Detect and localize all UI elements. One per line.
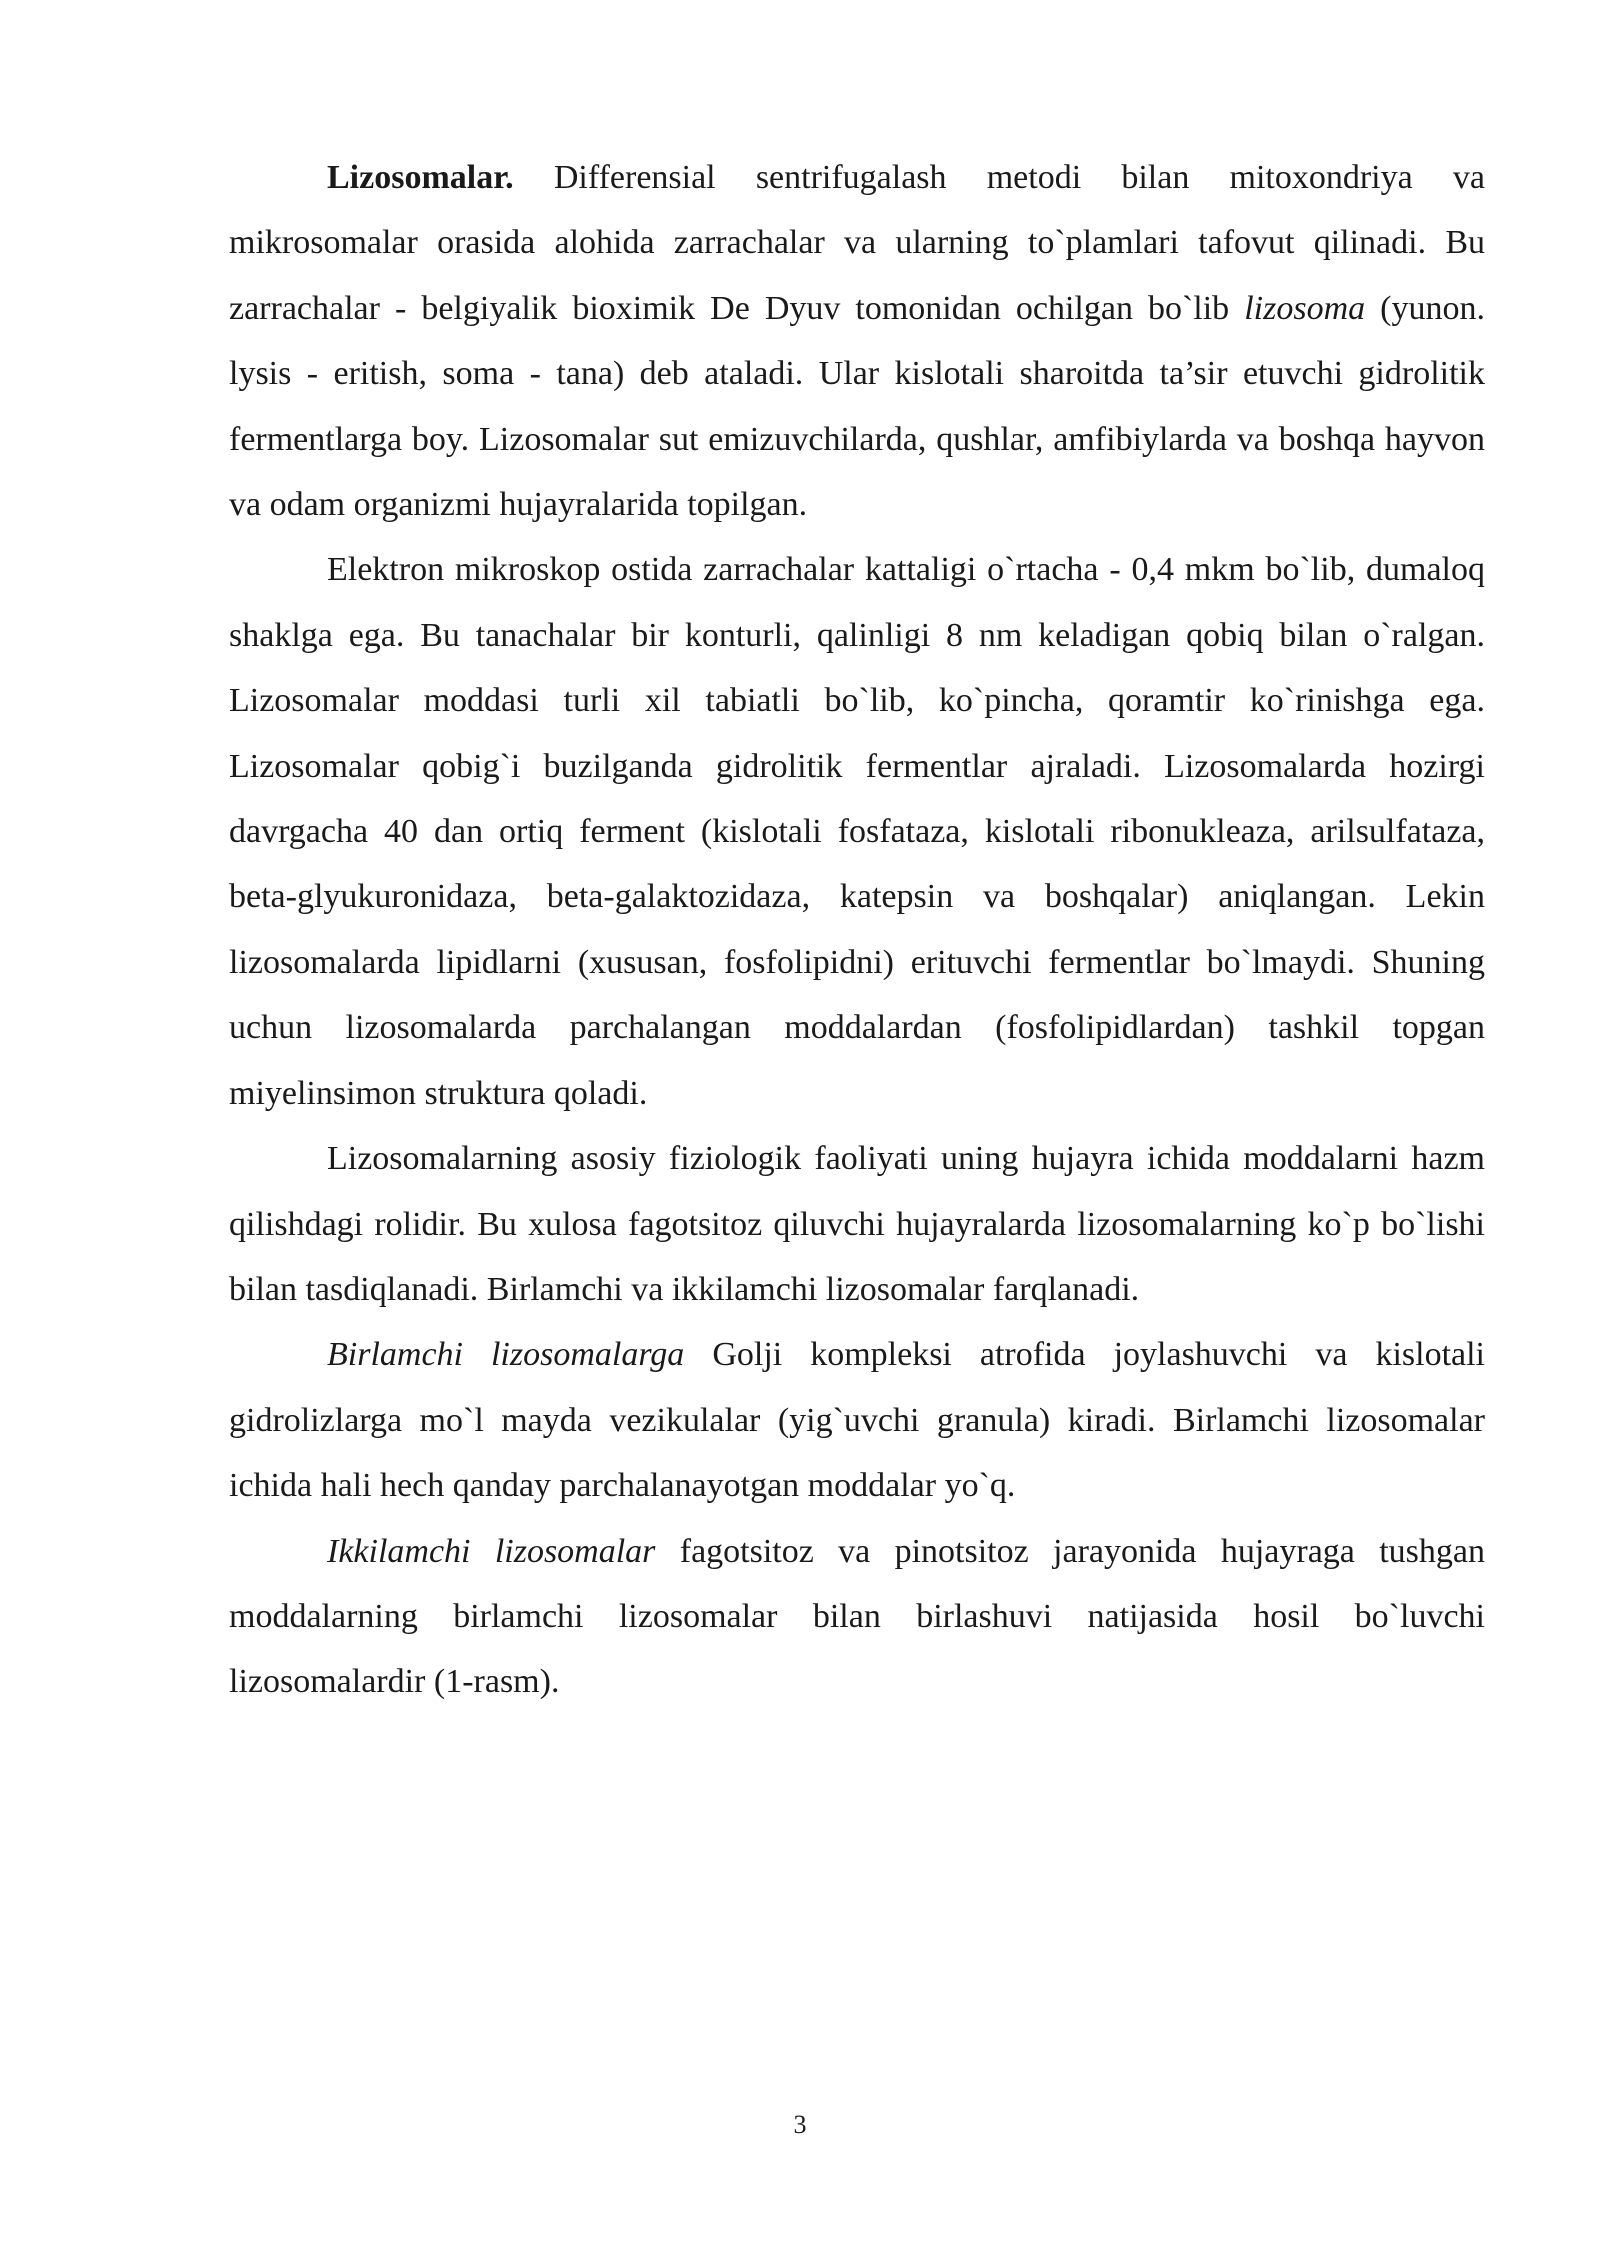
paragraph-text: Elektron mikroskop ostida zarrachalar kattaligi o`rtacha - 0,4 mkm bo`lib, dumaloq shaklga ega. Bu tanachalar bir konturli, qalinligi 8 nm keladigan qobiq bilan o`ralgan. Lizosomalar moddasi turli xil tabiatli bo`lib, ko`pincha, qoramtir ko`rinishga ega. Lizosomalar qobig`i buzilganda gidrolitik fermentlar ajraladi. Lizosomalarda hozirgi davrgacha 40 dan ortiq ferment (kislotali fosfataza, kislotali ribonukleaza, arilsulfataza, beta-glyukuronidaza, beta-galaktozidaza, katepsin va boshqalar) aniqlangan. Lekin lizosomalarda lipidlarni (xususan, fosfolipidni) erituvchi fermentlar bo`lmaydi. Shuning uchun lizosomalarda parchalangan moddalardan (fosfolipidlardan) tashkil topgan miyelinsimon struktura qoladi.	[229, 551, 1485, 1112]
page-number: 3	[793, 2110, 807, 2139]
paragraph-text: fagotsitoz va pinotsitoz jarayonida hujayraga tushgan moddalarning birlamchi lizosomalar bilan birlashuvi natijasida hosil bo`luvchi lizosomalardir (1-rasm).	[229, 1532, 1486, 1701]
paragraph-primary-lysosomes	[229, 1322, 1485, 1518]
paragraph-text: Differensial sentrifugalash metodi bilan mitoxondriya va mikrosomalar orasida alohida zarrachalar va ularning to`plamlari tafovut qilinadi. Bu zarrachalar - belgiyalik bioximik De Dyuv tomonidan ochilgan bo`lib	[229, 159, 1485, 327]
paragraph-text: Golji kompleksi atrofida joylashuvchi va kislotali gidrolizlarga mo`l mayda vezikulalar (yig`uvchi granula) kiradi. Birlamchi lizosomalar ichida hali hech qanday parchalanayotgan moddalar yo`q.	[229, 1336, 1485, 1505]
paragraph-physiological-function	[229, 1126, 1485, 1322]
paragraph-text: Lizosomalarning asosiy fiziologik faoliyati uning hujayra ichida moddalarni hazm qilishdagi rolidir. Bu xulosa fagotsitoz qiluvchi hujayralarda lizosomalarning ko`p bo`lishi bilan tasdiqlanadi. Birlamchi va ikkilamchi lizosomalar farqlanadi.	[229, 1140, 1485, 1308]
italic-term: lizosoma	[1244, 289, 1366, 327]
page-body	[229, 145, 1485, 1715]
paragraph-text: (yunon. lysis - eritish, soma - tana) deb ataladi. Ular kislotali sharoitda ta’sir etuvchi gidrolitik fermentlarga boy. Lizosomalar sut emizuvchilarda, qushlar, amfibiylarda va boshqa hayvon va odam organizmi hujayralarida topilgan.	[229, 289, 1485, 524]
paragraph-electron-microscope	[229, 537, 1485, 1126]
italic-term: Ikkilamchi lizosomalar	[327, 1532, 656, 1570]
paragraph-lysosomes-intro	[229, 145, 1485, 537]
italic-term: Birlamchi lizosomalarga	[327, 1336, 685, 1374]
lysosomes-heading: Lizosomalar.	[327, 159, 514, 196]
paragraph-secondary-lysosomes	[229, 1519, 1485, 1715]
